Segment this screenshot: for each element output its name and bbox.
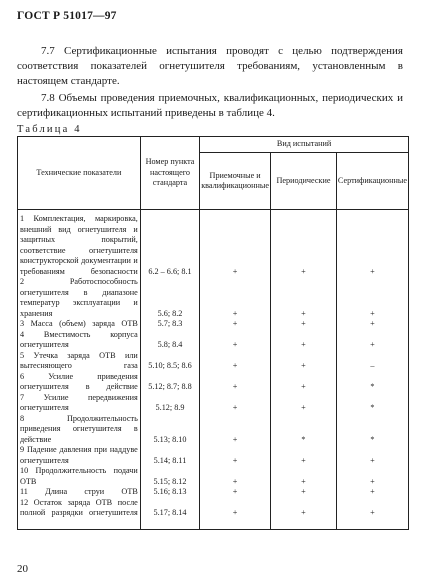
table-row bbox=[18, 393, 409, 414]
cell-periodic: + bbox=[271, 498, 337, 519]
cell-periodic: + bbox=[271, 466, 337, 487]
cell-periodic: + bbox=[271, 487, 337, 498]
cell-clause: 5.6; 8.2 bbox=[140, 277, 199, 319]
table-row bbox=[18, 351, 409, 372]
cell-certification: + bbox=[336, 210, 408, 278]
table-row bbox=[18, 330, 409, 351]
cell-empty bbox=[140, 519, 199, 530]
cell-periodic: + bbox=[271, 330, 337, 351]
cell-name: 8 Продолжительность приведения огнетушителя в действие bbox=[18, 414, 141, 446]
cell-acceptance: + bbox=[200, 393, 271, 414]
cell-clause: 5.8; 8.4 bbox=[140, 330, 199, 351]
table-row bbox=[18, 372, 409, 393]
cell-periodic: + bbox=[271, 210, 337, 278]
cell-periodic: * bbox=[271, 414, 337, 446]
table-bottom-border bbox=[18, 519, 409, 530]
cell-clause: 5.12; 8.7; 8.8 bbox=[140, 372, 199, 393]
cell-name: 7 Усилие передвижения огнетушителя bbox=[18, 393, 141, 414]
cell-acceptance: + bbox=[200, 330, 271, 351]
cell-empty bbox=[336, 519, 408, 530]
header-periodic: Периодические bbox=[271, 153, 337, 210]
cell-certification: + bbox=[336, 277, 408, 319]
cell-name: 4 Вместимость корпуса огнетушителя bbox=[18, 330, 141, 351]
cell-acceptance: + bbox=[200, 498, 271, 519]
cell-clause: 6.2 – 6.6; 8.1 bbox=[140, 210, 199, 278]
cell-clause: 5.10; 8.5; 8.6 bbox=[140, 351, 199, 372]
header-clause: Номер пункта настоящего стандарта bbox=[140, 137, 199, 210]
cell-acceptance: + bbox=[200, 414, 271, 446]
table-row bbox=[18, 319, 409, 330]
cell-acceptance: + bbox=[200, 319, 271, 330]
cell-name: 5 Утечка заряда ОТВ или вытесняющего газа bbox=[18, 351, 141, 372]
cell-periodic: + bbox=[271, 393, 337, 414]
cell-acceptance: + bbox=[200, 466, 271, 487]
cell-name: 11 Длина струи ОТВ bbox=[18, 487, 141, 498]
cell-certification: * bbox=[336, 372, 408, 393]
cell-name: 1 Комплектация, маркировка, внешний вид огнетушителя и защитных покрытий, соответствие огнетушителя конструкторской документации и требованиям безопасности bbox=[18, 210, 141, 278]
cell-name: 10 Продолжительность подачи ОТВ bbox=[18, 466, 141, 487]
paragraph-7-7: 7.7 Сертификационные испытания проводят с целью подтверждения соответствия показателей огнетушителя требованиям, установленным в настоящем стандарте. bbox=[17, 45, 403, 87]
cell-empty bbox=[200, 519, 271, 530]
table-row bbox=[18, 277, 409, 319]
cell-acceptance: + bbox=[200, 487, 271, 498]
table-row bbox=[18, 414, 409, 446]
cell-periodic: + bbox=[271, 351, 337, 372]
header-acceptance: Приемочные и квалификационные bbox=[200, 153, 271, 210]
cell-acceptance: + bbox=[200, 351, 271, 372]
cell-name: 12 Остаток заряда ОТВ после полной разрядки огнетушителя bbox=[18, 498, 141, 519]
cell-certification: * bbox=[336, 414, 408, 446]
header-test-type: Вид испытаний bbox=[200, 137, 409, 153]
cell-certification: + bbox=[336, 445, 408, 466]
cell-acceptance: + bbox=[200, 445, 271, 466]
test-scope-table bbox=[17, 136, 409, 530]
cell-periodic: + bbox=[271, 319, 337, 330]
cell-certification: – bbox=[336, 351, 408, 372]
cell-periodic: + bbox=[271, 445, 337, 466]
cell-acceptance: + bbox=[200, 210, 271, 278]
cell-name: 6 Усилие приведения огнетушителя в действие bbox=[18, 372, 141, 393]
cell-name: 2 Работоспособность огнетушителя в диапазоне температур эксплуатации и хранения bbox=[18, 277, 141, 319]
cell-name: 3 Масса (объем) заряда ОТВ bbox=[18, 319, 141, 330]
cell-clause: 5.16; 8.13 bbox=[140, 487, 199, 498]
cell-clause: 5.14; 8.11 bbox=[140, 445, 199, 466]
cell-clause: 5.12; 8.9 bbox=[140, 393, 199, 414]
cell-certification: + bbox=[336, 487, 408, 498]
document-header: ГОСТ Р 51017—97 bbox=[17, 10, 117, 22]
cell-acceptance: + bbox=[200, 277, 271, 319]
table-row bbox=[18, 466, 409, 487]
table-row bbox=[18, 498, 409, 519]
cell-certification: + bbox=[336, 498, 408, 519]
table-row bbox=[18, 210, 409, 278]
cell-name: 9 Падение давления при наддуве огнетушителя bbox=[18, 445, 141, 466]
paragraph-7-8: 7.8 Объемы проведения приемочных, квалификационных, периодических и сертификационных испытаний приведены в таблице 4. bbox=[17, 92, 403, 119]
cell-clause: 5.13; 8.10 bbox=[140, 414, 199, 446]
page-number: 20 bbox=[17, 563, 28, 575]
cell-certification: + bbox=[336, 319, 408, 330]
cell-certification: * bbox=[336, 393, 408, 414]
cell-periodic: + bbox=[271, 372, 337, 393]
table-row bbox=[18, 487, 409, 498]
header-indicators: Технические показатели bbox=[18, 137, 141, 210]
cell-empty bbox=[18, 519, 141, 530]
cell-empty bbox=[271, 519, 337, 530]
cell-certification: + bbox=[336, 466, 408, 487]
table-row bbox=[18, 445, 409, 466]
cell-periodic: + bbox=[271, 277, 337, 319]
cell-clause: 5.17; 8.14 bbox=[140, 498, 199, 519]
table-caption: Таблица 4 bbox=[17, 124, 82, 135]
cell-clause: 5.15; 8.12 bbox=[140, 466, 199, 487]
header-certification: Сертификационные bbox=[336, 153, 408, 210]
cell-certification: + bbox=[336, 330, 408, 351]
cell-acceptance: + bbox=[200, 372, 271, 393]
cell-clause: 5.7; 8.3 bbox=[140, 319, 199, 330]
